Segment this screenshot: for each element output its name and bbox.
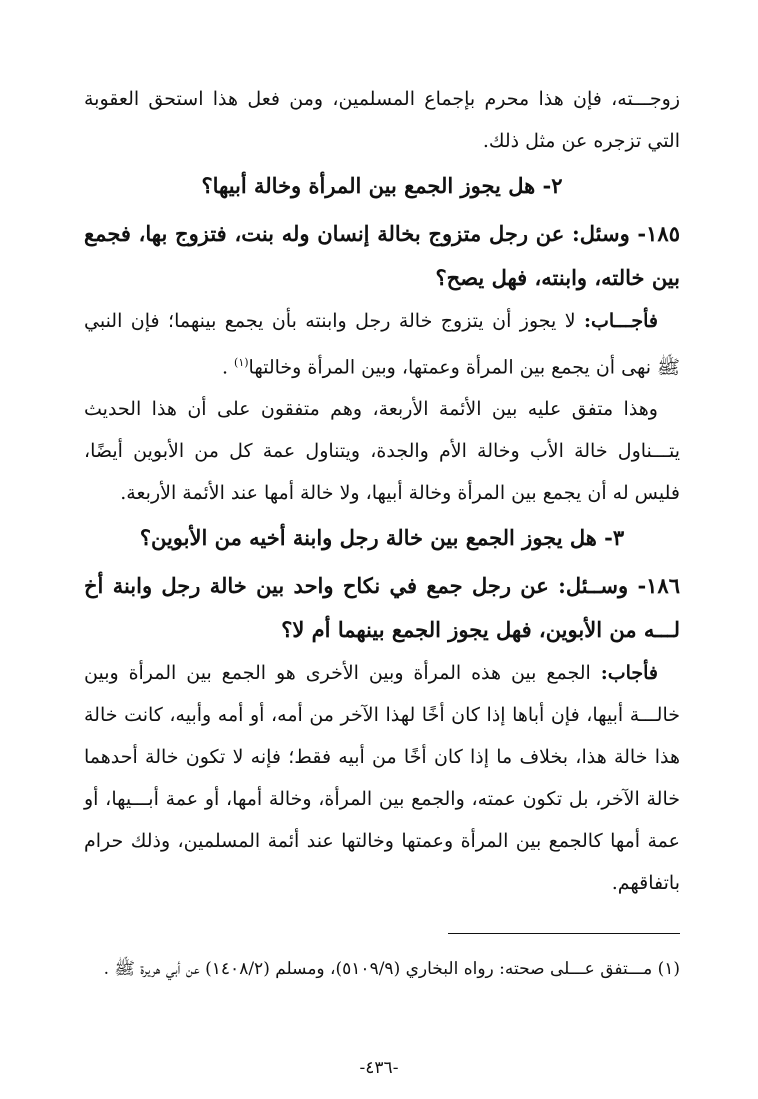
answer-186-label: فأجاب: — [600, 662, 658, 685]
question-185: ١٨٥- وسئل: عن رجل متزوج بخالة إنسان وله بنت، فتزوج بها، فجمع بين خالته، وابنته، فهل يصح؟ — [84, 221, 680, 290]
section-2-heading: ٢- هل يجوز الجمع بين المرأة وخالة أبيها؟ — [201, 173, 563, 198]
answer-186 — [84, 652, 680, 904]
answer-185 — [84, 300, 680, 388]
answer-185-end: . — [221, 356, 235, 379]
footnote-ref-1: (١) — [234, 356, 249, 369]
explanation-paragraph: وهذا متفق عليه بين الأئمة الأربعة، وهم متفقون على أن هذا الحديث يتـــناول خالة الأب وخالة الأم والجدة، ويتناول عمة كل من الأبوين أيضًا، فليس له أن يجمع بين المرأة وخالة أبيها، ولا خالة أمها عند الأئمة الأربعة. — [84, 398, 680, 505]
answer-185-text: لا يجوز أن يتزوج خالة رجل وابنته بأن يجمع بينهما؛ فإن النبي ﷺ نهى أن يجمع بين المرأة وعمتها، وبين المرأة وخالتها — [84, 310, 680, 379]
footnote-divider — [448, 933, 680, 934]
footnote: (١) مـــتفق عـــلى صحته: رواه البخاري (٥١٠٩/٩)، ومسلم (١٤٠٨/٢) عن أبي هريرة ﷺ . — [103, 959, 680, 979]
question-186: ١٨٦- وســئل: عن رجل جمع في نكاح واحد بين خالة رجل وابنة أخ لـــه من الأبوين، فهل يجوز الجمع بينهما أم لا؟ — [84, 573, 680, 643]
answer-186-text: الجمع بين هذه المرأة وبين الأخرى هو الجمع بين المرأة وبين خالـــة أبيها، فإن أباها إذا كان أخًا لهذا الآخر من أمه، أو أمه وأبيه، كانت خالة هذا خالة هذا، بخلاف ما إذا كان أخًا من أبيه فقط؛ فإنه لا تكون خالة أحدهما خالة الآخر، بل تكون عمته، والجمع بين المرأة، وخالة أمها، أو عمة أبـــيها، أو عمة أمها كالجمع بين المرأة وعمتها وخالتها عند أئمة المسلمين، وذلك حرام باتفاقهم. — [84, 662, 680, 895]
section-3-heading: ٣- هل يجوز الجمع بين خالة رجل وابنة أخيه من الأبوين؟ — [139, 525, 625, 551]
intro-paragraph: زوجـــته، فإن هذا محرم بإجماع المسلمين، ومن فعل هذا استحق العقوبة التي تزجره عن مثل ذلك. — [84, 88, 680, 152]
answer-185-label: فأجـــاب: — [583, 310, 658, 332]
page-number: -٤٣٦- — [359, 1058, 399, 1078]
